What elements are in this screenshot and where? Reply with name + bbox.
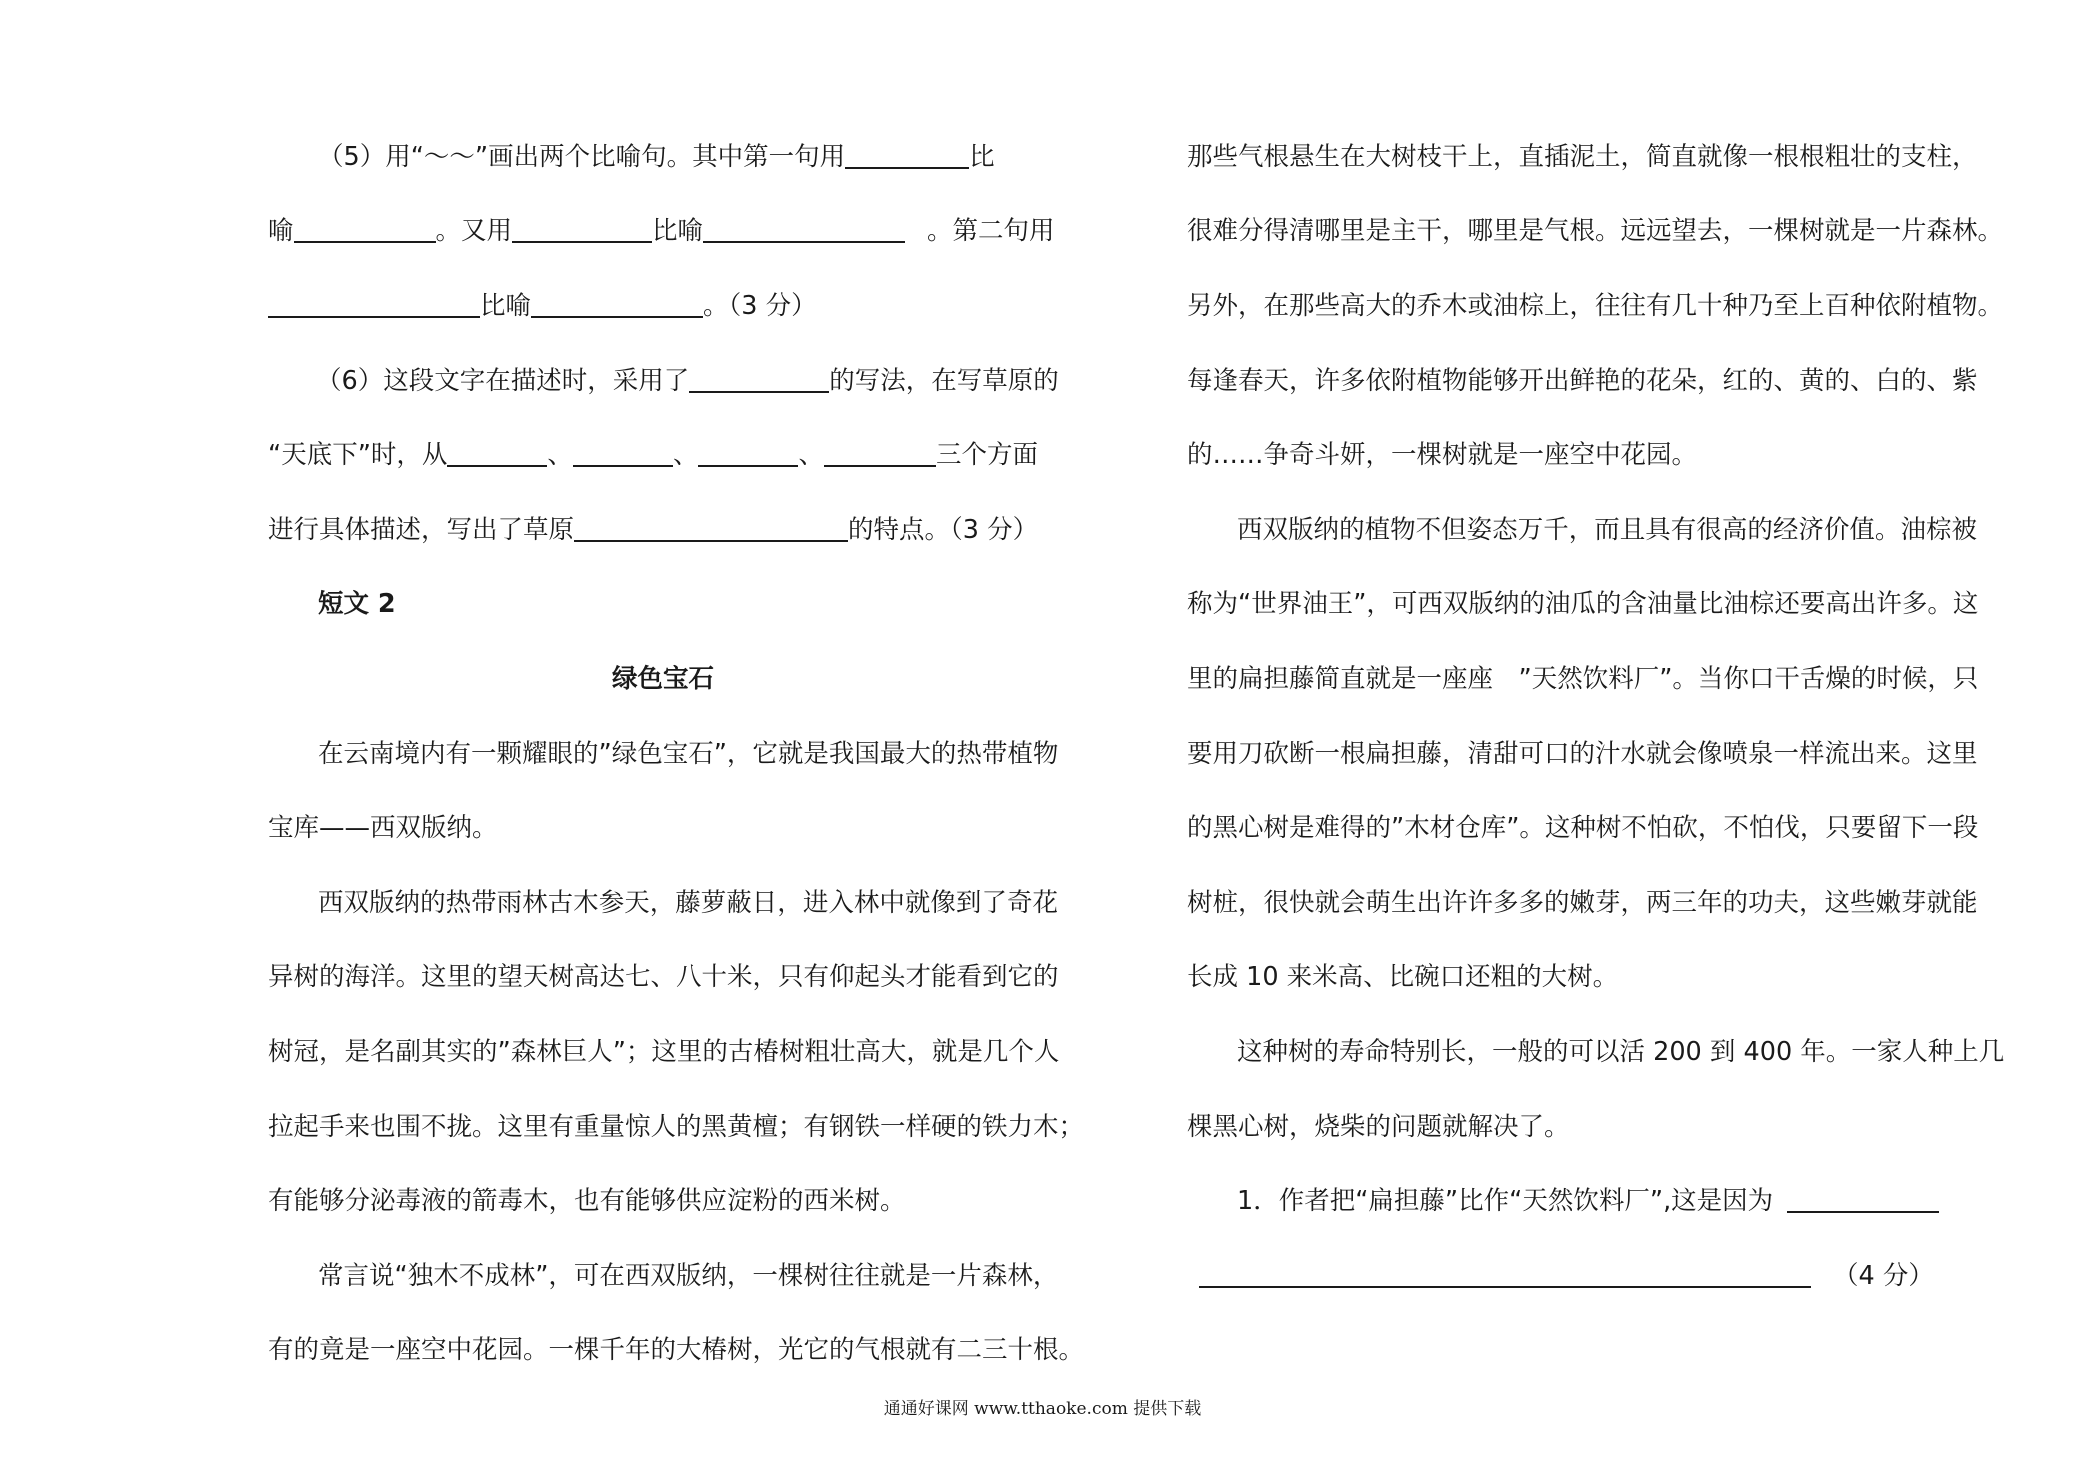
answer-blank[interactable]	[689, 364, 829, 393]
answer-blank[interactable]	[512, 214, 652, 243]
answer-blank[interactable]	[447, 438, 547, 467]
page-footer: 通通好课网 www.tthaoke.com 提供下载	[883, 1399, 1202, 1419]
paragraph-line: 的……争奇斗妍，一棵树就是一座空中花园。	[1187, 440, 1698, 470]
q6-line-1: （6）这段文字在描述时，采用了 的写法，在写草原的	[316, 366, 1059, 396]
q6-line-2: “天底下”时，从 、 、 、 三个方面	[268, 440, 1038, 470]
answer-blank[interactable]	[845, 140, 969, 169]
paragraph-line: 拉起手来也围不拢。这里有重量惊人的黑黄檀；有钢铁一样硬的铁力木；	[268, 1112, 1085, 1142]
answer-blank[interactable]	[1787, 1184, 1939, 1213]
paragraph-line: 另外，在那些高大的乔木或油棕上，往往有几十种乃至上百种依附植物。	[1187, 291, 2004, 321]
section-label: 短文 2	[318, 589, 396, 619]
paragraph-line: 有的竟是一座空中花园。一棵千年的大椿树，光它的气根就有二三十根。	[268, 1335, 1085, 1365]
question-1-line-1: 1．作者把“扁担藤”比作“天然饮料厂”,这是因为	[1187, 1183, 1977, 1219]
paragraph-line: 那些气根悬生在大树枝干上，直插泥土，简直就像一根根粗壮的支柱，	[1187, 142, 1978, 172]
answer-blank[interactable]	[531, 289, 703, 318]
q5-line-3: 比喻 。（3 分）	[268, 288, 1058, 324]
answer-blank[interactable]	[1199, 1259, 1811, 1288]
paragraph-line: 的黑心树是难得的”木材仓库”。这种树不怕砍，不怕伐，只要留下一段	[1187, 813, 1979, 843]
paragraph-line: 西双版纳的热带雨林古木参天，藤萝蔽日，进入林中就像到了奇花	[318, 888, 1058, 918]
answer-blank[interactable]	[574, 513, 848, 542]
paragraph-line: 很难分得清哪里是主干，哪里是气根。远远望去，一棵树就是一片森林。	[1187, 216, 2004, 246]
answer-blank[interactable]	[268, 289, 480, 318]
q5-line-1: （5）用“～～”画出两个比喻句。其中第一句用 比	[318, 142, 995, 172]
answer-blank[interactable]	[698, 438, 798, 467]
answer-blank[interactable]	[703, 214, 905, 243]
paragraph-line: 树桩，很快就会萌生出许许多多的嫩芽，两三年的功夫，这些嫩芽就能	[1187, 888, 1978, 918]
answer-blank[interactable]	[573, 438, 673, 467]
q5-line-2: 喻 。又用 比喻 。第二句用	[268, 216, 1055, 246]
paragraph-line: 棵黑心树，烧柴的问题就解决了。	[1187, 1112, 1570, 1142]
paragraph-line: 常言说“独木不成林”，可在西双版纳，一棵树往往就是一片森林，	[318, 1261, 1059, 1291]
paragraph-line: 长成 10 来米高、比碗口还粗的大树。	[1187, 962, 1619, 992]
paragraph-line: 称为“世界油王”，可西双版纳的油瓜的含油量比油棕还要高出许多。这	[1187, 589, 1979, 619]
passage-title: 绿色宝石	[611, 664, 714, 694]
question-1-line-2: （4 分）	[1187, 1258, 1977, 1294]
paragraph-line: 里的扁担藤简直就是一座座 ”天然饮料厂”。当你口干舌燥的时候，只	[1187, 664, 1979, 694]
paragraph-line: 在云南境内有一颗耀眼的”绿色宝石”，它就是我国最大的热带植物	[318, 739, 1059, 769]
paragraph-line: 宝库——西双版纳。	[268, 813, 498, 843]
paragraph-line: 有能够分泌毒液的箭毒木，也有能够供应淀粉的西米树。	[268, 1186, 906, 1216]
answer-blank[interactable]	[294, 214, 436, 243]
q6-line-3: 进行具体描述，写出了草原 的特点。（3 分）	[268, 515, 1039, 545]
paragraph-line: 异树的海洋。这里的望天树高达七、八十米，只有仰起头才能看到它的	[268, 962, 1059, 992]
paragraph-line: 树冠，是名副其实的”森林巨人”；这里的古椿树粗壮高大，就是几个人	[268, 1037, 1060, 1067]
paragraph-line: 西双版纳的植物不但姿态万千，而且具有很高的经济价值。油棕被	[1237, 515, 1977, 545]
paragraph-line: 每逢春天，许多依附植物能够开出鲜艳的花朵，红的、黄的、白的、紫	[1187, 366, 1978, 396]
paragraph-line: 这种树的寿命特别长，一般的可以活 200 到 400 年。一家人种上几	[1237, 1037, 2005, 1067]
answer-blank[interactable]	[824, 438, 936, 467]
paragraph-line: 要用刀砍断一根扁担藤，清甜可口的汁水就会像喷泉一样流出来。这里	[1187, 739, 1978, 769]
